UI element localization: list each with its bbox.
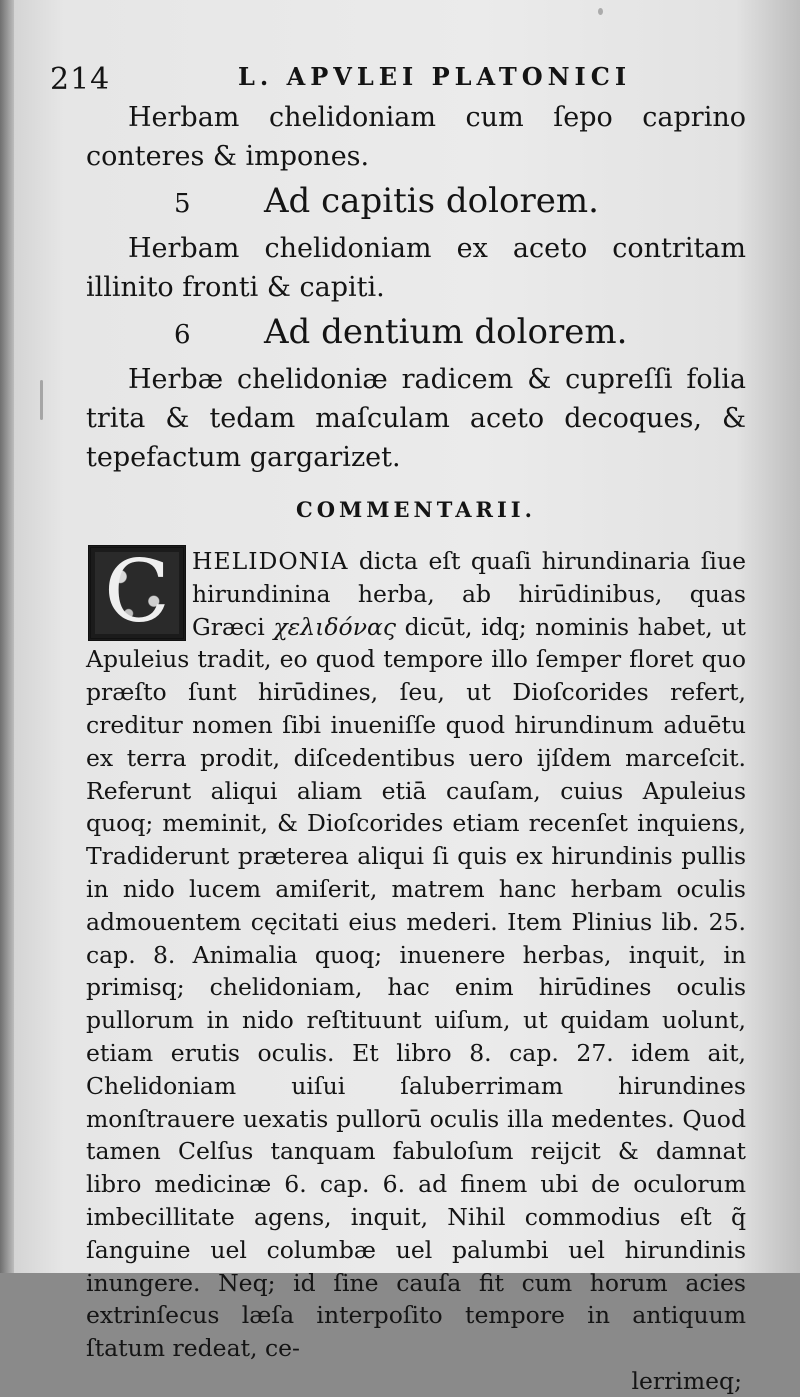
ink-speck: [598, 8, 603, 15]
catchword: lerrimeq;: [631, 1366, 742, 1395]
decorated-initial: [88, 542, 186, 642]
recipe-text: Herbæ chelidoniæ radicem & cupreſſi folia trita & tedam maſculam aceto decoques, & tepefactum gargarizet.: [86, 364, 746, 473]
recipe-block-6: [86, 360, 746, 477]
recipe-title: Ad capitis dolorem.: [264, 181, 599, 221]
greek-word: χελιδόνας: [273, 612, 397, 641]
recipe-title: Ad dentium dolorem.: [264, 312, 628, 352]
recipe-number: 5: [174, 189, 191, 219]
recipe-heading-6: [86, 307, 746, 360]
recipe-text: Herbam chelidoniam ex aceto contritam illinito fronti & capiti.: [86, 233, 746, 303]
recipe-number: 6: [174, 320, 191, 350]
initial-letter: C: [104, 542, 170, 642]
commentary-lead-word: HELIDONIA: [192, 547, 349, 575]
commentary-title: COMMENTARII.: [296, 497, 536, 522]
page-body: [86, 98, 746, 1397]
running-head: L. APVLEI PLATONICI: [238, 62, 632, 91]
page-header: [50, 56, 690, 96]
commentary-text: [86, 542, 746, 1365]
recipe-block-5: [86, 229, 746, 307]
commentary-body-1: dicta eſt quaſi hirundinaria ſiue hirundinina herba, ab hirūdinibus, quas Græci: [192, 547, 746, 641]
page-number: 214: [50, 62, 111, 97]
recipe-heading-5: [86, 176, 746, 229]
recipe-block-1: [86, 98, 746, 176]
recipe-text: Herbam chelidoniam cum ſepo caprino conteres & impones.: [86, 102, 746, 172]
page-stain: [40, 380, 43, 420]
commentary-body-2: dicūt, idq; nominis habet, ut Apuleius tradit, eo quod tempore illo ſemper floret quo præſto ſunt hirūdines, ſeu, ut Dioſcorides refert, creditur nomen ſibi inueniſſe quod hirundinum aduētu ex terra prodit, diſcedentibus uero ijſdem marceſcit. Referunt aliqui aliam etiā cauſam, cuius Apuleius quoq; meminit, & Dioſcorides etiam recenſet inquiens, Tradiderunt præterea aliqui ſi quis ex hirundinis pullis in nido lucem amiſerit, matrem hanc herbam oculis admouentem cęcitati eius mederi. Item Plinius lib. 25. cap. 8. Animalia quoq; inuenere herbas, inquit, in primisq; chelidoniam, hac enim hirūdines oculis pullorum in nido reſtituunt uiſum, ut quidam uolunt, etiam erutis oculis. Et libro 8. cap. 27. idem ait, Chelidoniam uiſui ſaluberrimam hirundines monſtrauere uexatis pullorū oculis illa medentes. Quod tamen Celſus tanquam fabuloſum reijcit & damnat libro medicinæ 6. cap. 6. ad finem ubi de oculorum imbecillitate agens, inquit, Nihil commodius eſt q̃ ſanguine uel columbæ uel palumbi uel hirundinis inungere. Neq; id ſine cauſa fit cum horum acies extrinſecus læſa interpoſito tempore in antiquum ſtatum redeat, ce-: [86, 612, 746, 1363]
